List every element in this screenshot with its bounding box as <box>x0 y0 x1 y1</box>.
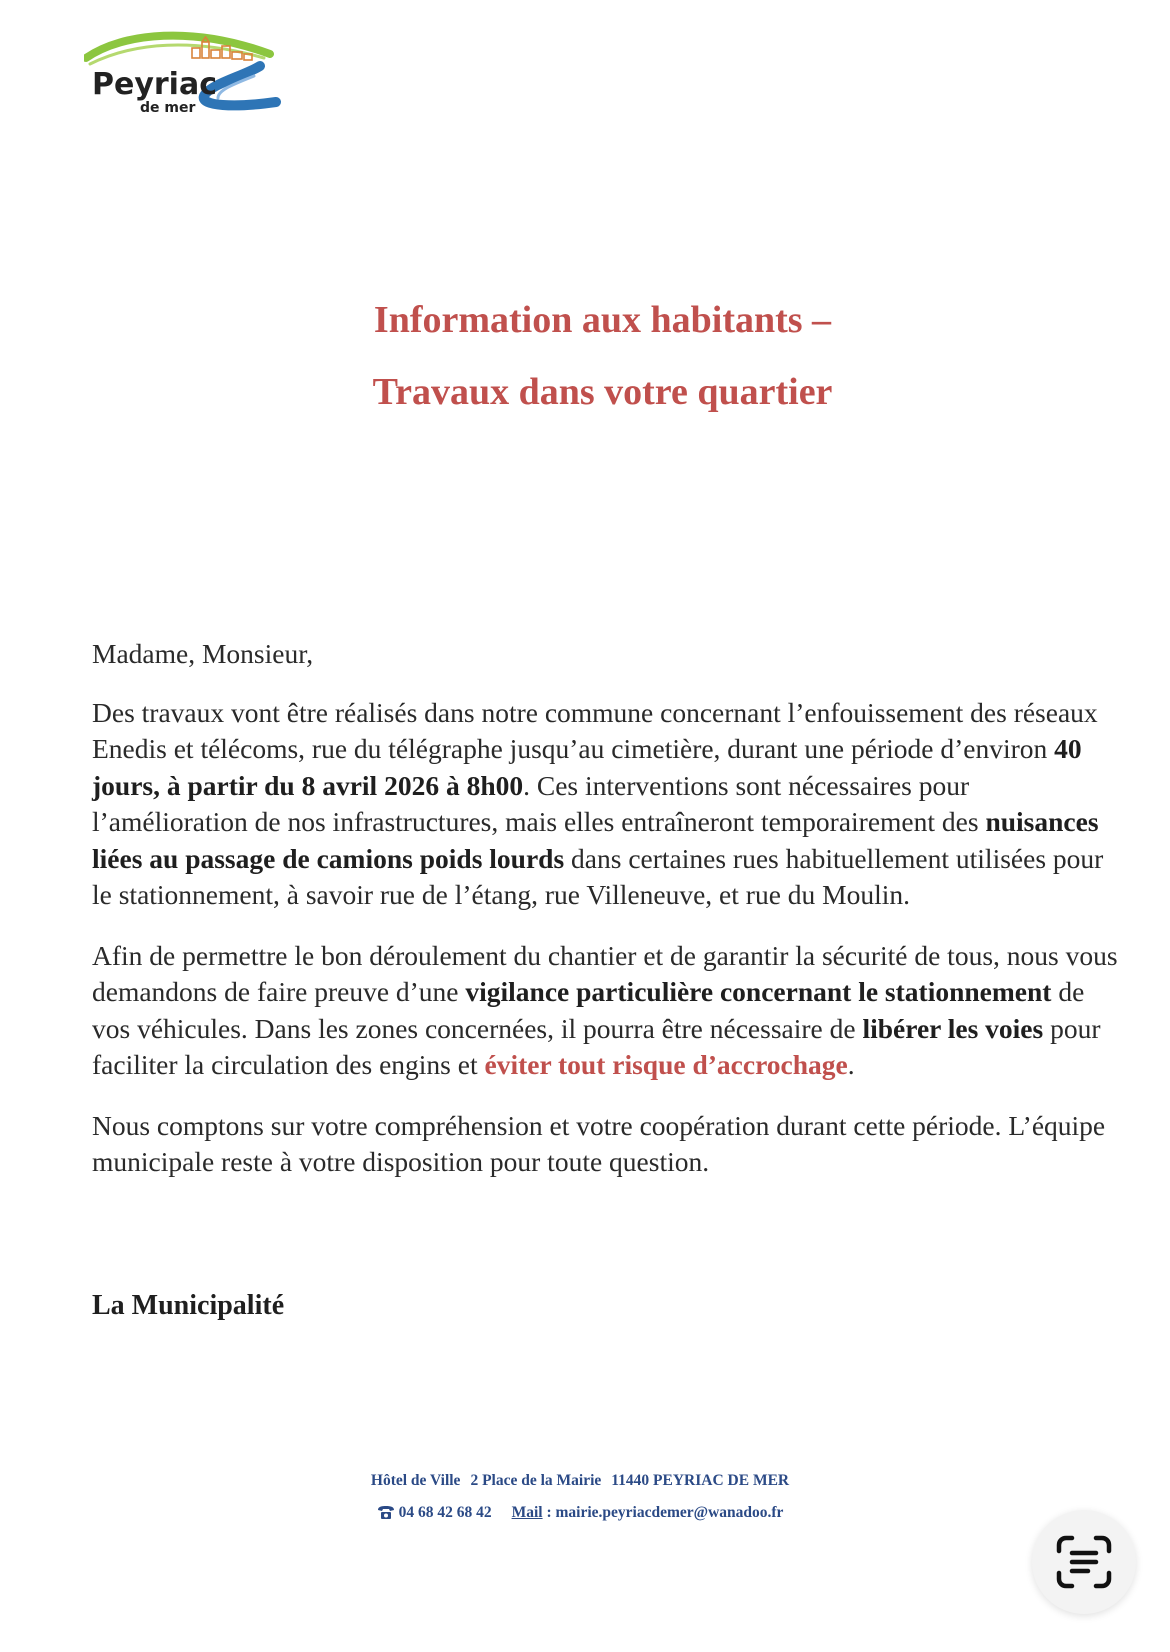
footer-address <box>0 1472 1160 1490</box>
phone-icon <box>377 1505 395 1525</box>
footer-street: 2 Place de la Mairie <box>470 1472 602 1489</box>
collision-risk-highlight: éviter tout risque d’accrochage <box>484 1049 848 1080</box>
paragraph-closing: Nous comptons sur votre compréhension et votre coopération durant cette période. L’équipe municipale reste à votre disposition pour toute question. <box>92 1109 1106 1177</box>
letter-body <box>92 636 1122 1181</box>
p2-text-3: pour faciliter la circulation des engins et <box>92 1012 1101 1080</box>
works-duration-highlight: 40 jours, à partir du 8 avril 2026 à 8h00 <box>92 733 1082 801</box>
scan-text-button[interactable] <box>1032 1510 1136 1614</box>
scan-text-icon <box>1055 1535 1113 1589</box>
paragraph-works-info <box>92 695 1122 914</box>
p2-text-1: Afin de permettre le bon déroulement du chantier et de garantir la sécurité de tous, nous vous demandons de faire preuve d’une <box>92 939 1118 1007</box>
signature: La Municipalité <box>92 1290 285 1321</box>
vigilance-highlight: vigilance particulière concernant le stationnement <box>465 976 1052 1007</box>
municipality-logo <box>84 28 294 128</box>
footer-city: 11440 PEYRIAC DE MER <box>611 1472 790 1489</box>
logo-sub-text: de mer <box>140 100 196 116</box>
footer-email[interactable]: mairie.peyriacdemer@wanadoo.fr <box>555 1504 784 1521</box>
p1-text-2: . Ces interventions sont nécessaires pour l’amélioration de nos infrastructures, mais elles entraîneront temporairement des <box>92 769 986 837</box>
notice-title <box>0 300 1170 412</box>
p2-text-2: de vos véhicules. Dans les zones concernées, il pourra être nécessaire de <box>92 976 1085 1044</box>
nuisance-highlight: nuisances liées au passage de camions poids lourds <box>92 806 1099 874</box>
p1-text-1: Des travaux vont être réalisés dans notre commune concernant l’enfouissement des réseaux Enedis et télécoms, rue du télégraphe jusqu’au cimetière, durant une période d’environ <box>92 696 1098 764</box>
title-line-2: Travaux dans votre quartier <box>372 371 833 413</box>
free-roads-highlight: libérer les voies <box>862 1012 1044 1044</box>
footer-phone: 04 68 42 68 42 <box>398 1504 492 1521</box>
footer-mail-label[interactable]: Mail <box>511 1504 543 1521</box>
p2-text-4: . <box>847 1049 855 1080</box>
footer-place: Hôtel de Ville <box>370 1472 461 1489</box>
logo-graphic <box>84 28 294 128</box>
logo-name-text: Peyriac <box>92 67 217 102</box>
p1-text-3: dans certaines rues habituellement utilisées pour le stationnement, à savoir rue de l’étang, rue Villeneuve, et rue du Moulin. <box>92 842 1104 910</box>
footer-contact <box>0 1504 1160 1525</box>
footer-mail-separator: : <box>542 1504 556 1521</box>
salutation: Madame, Monsieur, <box>92 638 314 669</box>
title-line-1: Information aux habitants – <box>373 299 832 341</box>
paragraph-parking-request <box>92 938 1122 1084</box>
